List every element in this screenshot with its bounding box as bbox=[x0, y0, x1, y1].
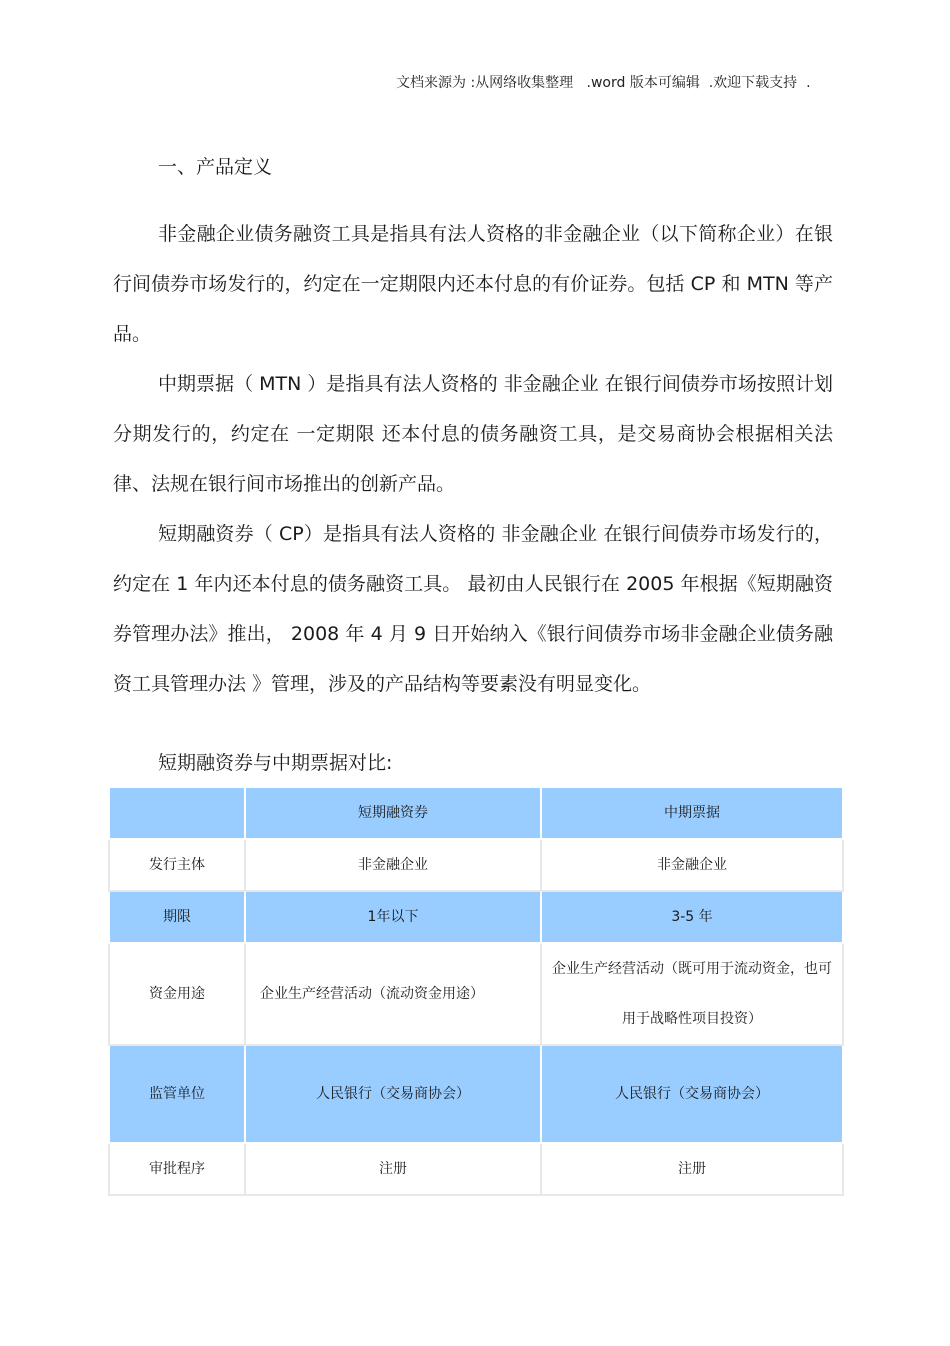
document-source-header: 文档来源为 :从网络收集整理 .word 版本可编辑 .欢迎下载支持 . bbox=[396, 75, 811, 91]
section-heading: 一、产品定义 bbox=[158, 156, 273, 178]
row-label: 期限 bbox=[109, 891, 245, 943]
mtn-cell: 非金融企业 bbox=[541, 839, 843, 891]
paragraph-cp: 短期融资券（ CP）是指具有法人资格的 非金融企业 在银行间债券市场发行的，约定在 1 年内还本付息的债务融资工具。 最初由人民银行在 2005 年根据《短期融资券管理办法》推出， 2008 年 4 月 9 日开始纳入《银行间债券市场非金融企业债务融资工具管理办法 》管理，涉及的产品结构等要素没有明显变化。 bbox=[113, 523, 833, 695]
row-label: 资金用途 bbox=[109, 943, 245, 1045]
table-row bbox=[109, 1143, 843, 1195]
table-header-row bbox=[109, 787, 843, 839]
paragraph-mtn: 中期票据（ MTN ）是指具有法人资格的 非金融企业 在银行间债券市场按照计划分期发行的，约定在 一定期限 还本付息的债务融资工具，是交易商协会根据相关法律、法规在银行间市场推出的创新产品。 bbox=[113, 373, 833, 495]
cp-cell: 注册 bbox=[245, 1143, 541, 1195]
cp-cell: 人民银行（交易商协会） bbox=[245, 1045, 541, 1143]
mtn-cell: 3-5 年 bbox=[541, 891, 843, 943]
header-cell-mtn: 中期票据 bbox=[541, 787, 843, 839]
cp-cell: 1年以下 bbox=[245, 891, 541, 943]
row-label: 发行主体 bbox=[109, 839, 245, 891]
header-cell-cp: 短期融资券 bbox=[245, 787, 541, 839]
row-label: 审批程序 bbox=[109, 1143, 245, 1195]
table-caption: 短期融资券与中期票据对比: bbox=[158, 752, 393, 774]
table-row bbox=[109, 891, 843, 943]
header-cell-empty bbox=[109, 787, 245, 839]
table-row bbox=[109, 839, 843, 891]
paragraph-definition: 非金融企业债务融资工具是指具有法人资格的非金融企业（以下简称企业）在银行间债券市场发行的，约定在一定期限内还本付息的有价证券。包括 CP 和 MTN 等产品。 bbox=[113, 223, 833, 345]
row-label: 监管单位 bbox=[109, 1045, 245, 1143]
comparison-table bbox=[108, 786, 844, 1196]
mtn-cell: 注册 bbox=[541, 1143, 843, 1195]
mtn-cell: 企业生产经营活动（既可用于流动资金，也可用于战略性项目投资） bbox=[541, 943, 843, 1045]
mtn-cell: 人民银行（交易商协会） bbox=[541, 1045, 843, 1143]
cp-cell: 非金融企业 bbox=[245, 839, 541, 891]
table-row bbox=[109, 943, 843, 1045]
cp-cell: 企业生产经营活动（流动资金用途） bbox=[245, 943, 541, 1045]
table-row bbox=[109, 1045, 843, 1143]
